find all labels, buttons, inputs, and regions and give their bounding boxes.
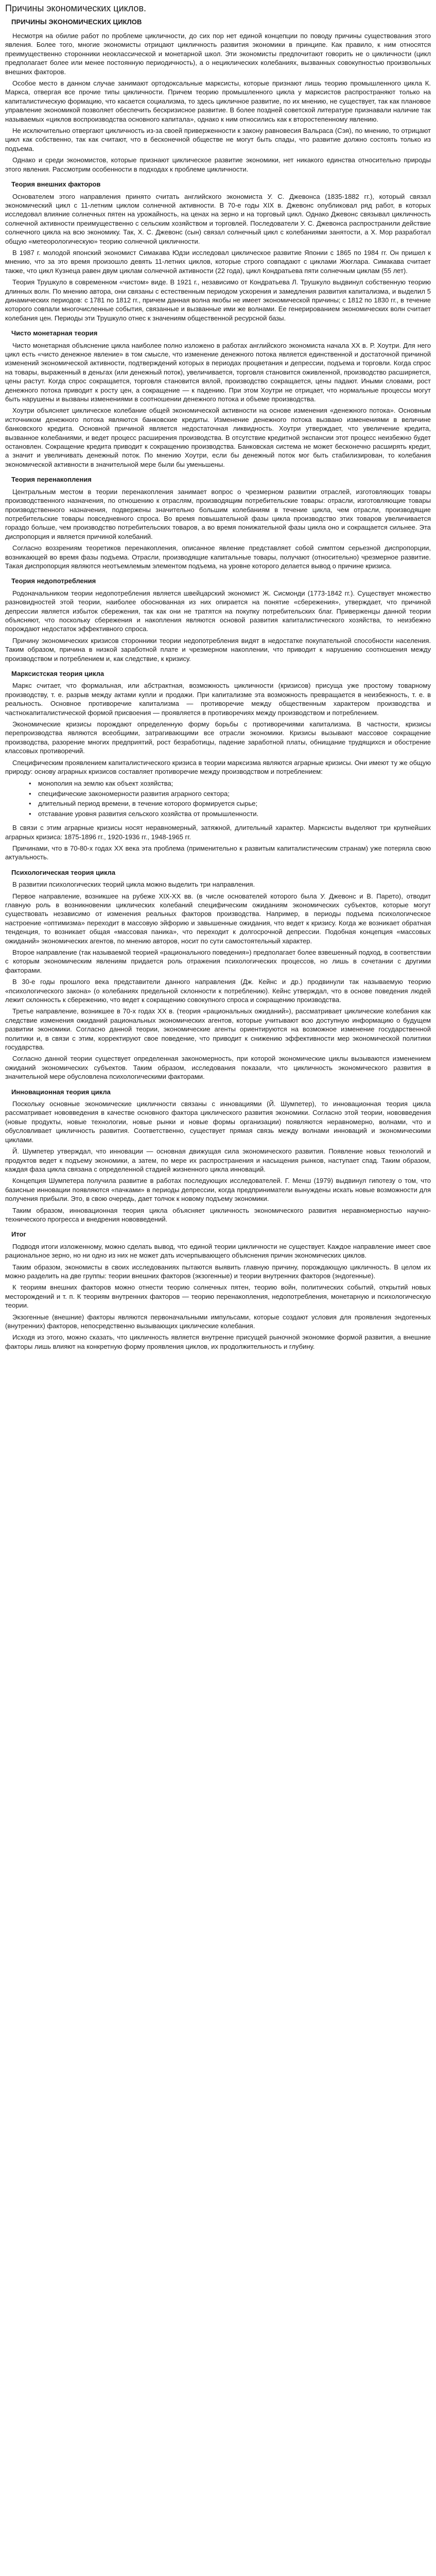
section-marxist-theory (5, 669, 431, 862)
list-item: • монополия на землю как объект хозяйства; (38, 779, 431, 788)
paragraph: Особое место в данном случае занимают ортодоксальные марксисты, которые признают лишь теорию промышленного цикла К. Маркса, отвергая все прочие типы цикличности. Причем теорию промышленного цикла у марксистов распространяют только на капиталистическую формацию, что касается социализма, то здесь цикличное развитие, по их мнению, не существует, так как плановое управление экономикой позволяет обеспечить бескризисное развитие. В более поздней советской литературе признавали наличие так называемых «циклов воспроизводства основного капитала», однако к ним относились как к второстепенному явлению. (5, 79, 431, 123)
paragraph: Не исключительно отвергают цикличность из-за своей приверженности к закону равновесия Вальраса (Сэя), по мнению, то отрицают цикл как собственно, так как считают, что в бесконечной обществе не могут быть спады, что развитие должно состоять только из подъема. (5, 127, 431, 152)
section-heading: Теория внешних факторов (11, 180, 101, 189)
section-external-factors (5, 180, 431, 323)
article-subtitle: ПРИЧИНЫ ЭКОНОМИЧЕСКИХ ЦИКЛОВ (11, 18, 142, 26)
paragraph: Теория Трушкуло в современном «чистом» виде. В 1921 г., независимо от Кондратьева Л. Трушкуло выдвинул собственную теорию длинных волн. По мнению автора, они связаны с естественным периодом ускорения и замедления развития капитализма, и выделил 5 динамических периодов: с 1781 по 1812 гг., причем данная волна якобы не имеет экономической причины; с 1812 по 1830 гг., в течение которого совпали многочисленные события, связанные и вызванные ими же волнами. Ее генерированием экономических волн считает колебания цен. Периоды эти Трушкуло отнес к значениям общественной ресурсной базы. (5, 278, 431, 322)
paragraph: Концепция Шумпетера получила развитие в работах последующих исследователей. Г. Менш (1979) выдвинул гипотезу о том, что базисные инновации появляются «пачками» в периоды депрессии, когда предприниматели вынуждены искать новые возможности для получения прибыли. Это, в свою очередь, дает толчок к новому подъему экономики. (5, 1177, 431, 1203)
list-item: • специфические закономерности развития аграрного сектора; (38, 789, 431, 798)
bullet-list (38, 779, 431, 818)
section-heading: Теория недопотребления (11, 577, 96, 585)
paragraph: Чисто монетарная объяснение цикла наиболее полно изложено в работах английского экономиста начала XX в. Р. Хоутри. Для него цикл есть «чисто денежное явление» в том смысле, что изменение денежного потока является единственной и достаточной причиной изменений экономической активности, подтверждений которых в периодах процветания и депрессии, подъема и торговли. Когда спрос на товары, выраженный в деньгах (или денежный поток), увеличивается, торговля становится оживленной, производство расширяется, цены растут. Когда спрос сокращается, торговля становится вялой, производство сокращается, цены падают. Иными словами, рост денежного потока приводит к росту цен, а сокращение — к падению. При этом Хоутри не отрицает, что нормальные процессы могут быть нарушены и вызваны изменениями в соотношении денежного потока и объеме производства. (5, 341, 431, 403)
paragraph: Основателем этого направления принято считать английского экономиста У. С. Джевонса (1835-1882 гг.), который связал экономический цикл с 11-летним циклом солнечной активности. В 70-е годы XIX в. Джевонс опубликовал ряд работ, в которых исследовал влияние солнечных пятен на урожайность, на ценах на зерно и на торговый цикл. Однако Джевонс связывал цикличность солнечной активности преимущественно с сельским хозяйством и торговлей. Последователи У. С. Джевонса распространили действие солнечного цикла на всю экономику. Так, Х. С. Джевонс (сын) связал солнечный цикл с колебаниями занятости, а Х. Мор разработал общую «метеорологическую» теорию солнечной цикличности. (5, 192, 431, 245)
paragraph: Причину экономических кризисов сторонники теории недопотребления видят в недостатке покупательной способности населения. Таким образом, причина в низкой заработной плате и чрезмерном накоплении, что приводит к нарушению соотношения между производством и потреблением и, как следствие, к кризису. (5, 636, 431, 663)
paragraph: Подводя итоги изложенному, можно сделать вывод, что единой теории цикличности не существует. Каждое направление имеет свое рациональное зерно, но ни одно из них не может дать исчерпывающего объяснения причин экономических циклов. (5, 1242, 431, 1260)
paragraph: Таким образом, инновационная теория цикла объясняет цикличность экономического развития неравномерностью научно-технического прогресса и внедрения нововведений. (5, 1206, 431, 1223)
section-heading: Марксистская теория цикла (11, 670, 104, 677)
paragraph: Поскольку основные экономические цикличности связаны с инновациями (Й. Шумпетер), то инновационная теория цикла рассматривает нововведения в качестве основного фактора циклического развития экономики. Согласно этой теории, нововведения (новые продукты, новые технологии, новые рынки и новые формы организации) появляются неравномерно, волнами, что и обусловливает цикличность развития. Соответственно, существует прямая связь между волнами инноваций и экономическими циклами. (5, 1100, 431, 1144)
paragraph: Центральным местом в теории перенакопления занимает вопрос о чрезмерном развитии отраслей, изготовляющих товары производственного назначения, по отношению к отраслям, производящим потребительские товары: отрасли, изготовляющие товары производственного назначения, подвержены значительно большим колебаниям в течение цикла, чем отрасли, производящие потребительские товары повседневного спроса. Во время повышательной фазы цикла производство этих товаров увеличивается гораздо больше, чем производство потребительских товаров, а во время понижательной фазы цикла оно и сокращается сильнее. Эта диспропорция и является причиной колебаний. (5, 487, 431, 540)
section-heading: Итог (11, 1230, 26, 1239)
section-monetary-theory (5, 329, 431, 469)
page-title: Причины экономических циклов. (5, 3, 147, 13)
paragraph: Несмотря на обилие работ по проблеме цикличности, до сих пор нет единой концепции по поводу причины существования этого явления. Более того, многие экономисты отрицают цикличность развития экономики в принципе. Как правило, к ним относятся преимущественно сторонники неоклассической и монетарной школ. Эти экономисты предпочитают говорить не о цикличности (цикл предполагает более или менее постоянную периодичность), а о нециклических колебаниях, вызванных совокупностью произвольных внешних факторов. (5, 32, 431, 76)
section-heading: Психологическая теория цикла (11, 868, 116, 876)
paragraph: Хоутри объясняет циклическое колебание общей экономической активности на основе изменения «денежного потока». Основным источником денежного потока являются банковские кредиты. Изменение денежного потока вызвано изменениями в величине банковского кредита. Основной причиной является недостаточная ликвидность. Хоутри утверждает, что увеличение кредита, вызванное колебаниями, и ведет процесс расширения производства. В отсутствие кредитной экспансии этот процесс неизбежно будет остановлен. Сокращение кредита приводит к сокращению производства. Банковская система не может бесконечно расширять кредит, а значит и увеличивать денежный поток. По мнению Хоутри, если бы денежный поток мог быть стабилизирован, то колебания экономической активности в значительной мере были бы уменьшены. (5, 406, 431, 468)
section-heading: Теория перенакопления (11, 476, 92, 484)
paragraph: К теориям внешних факторов можно отнести теорию солнечных пятен, теорию войн, политических событий, открытий новых месторождений и т. п. К теориям внутренних факторов — теорию перенакопления, недопотребления, монетарную и психологическую теории. (5, 1283, 431, 1310)
intro (5, 31, 431, 174)
paragraph: Второе направление (так называемой теорией «рационального поведения») предполагает более взвешенный подход, в соответствии с которым экономическим явлениям придается роль отражения психологических процессов, но лишь в сочетании с другими факторами. (5, 948, 431, 974)
paragraph: Причинами, что в 70-80-х годах XX века эта проблема (применительно к развитым капиталистическим странам) уже потеряла свою актуальность. (5, 844, 431, 861)
paragraph: Специфическим проявлением капиталистического кризиса в теории марксизма являются аграрные кризисы. Они имеют ту же общую природу: основу аграрных кризисов составляет противоречие между производством и потреблением: (5, 758, 431, 776)
section-heading: Инновационная теория цикла (11, 1088, 111, 1096)
paragraph: В 30-е годы прошлого века представители данного направления (Дж. Кейнс и др.) продвинули так называемую теорию «психологического закона» (о колебаниях предельной склонности к потреблению). Кейнс утверждал, что в основе поведения людей лежит склонность к сбережению, что ведет к сокращению совокупного спроса и сокращению производства. (5, 978, 431, 1004)
list-item: • отставание уровня развития сельского хозяйства от промышленности. (38, 809, 431, 818)
paragraph: В развитии психологических теорий цикла можно выделить три направления. (12, 880, 255, 889)
paragraph: В связи с этим аграрные кризисы носят неравномерный, затяжной, длительный характер. Марксисты выделяют три крупнейших аграрных кризиса: 1875-1896 гг., 1920-1936 гг., 1948-1965 гг. (5, 824, 431, 841)
section-overaccumulation (5, 475, 431, 570)
paragraph: Третье направление, возникшее в 70-х годах XX в. (теория «рациональных ожиданий»), рассматривает циклические колебания как следствие изменения ожиданий рациональных экономических агентов, которые учитывают всю доступную информацию о будущем развитии экономики. Согласно данной теории, экономические агенты ориентируются на возможное изменение государственной политики и, в связи с этим, корректируют свое поведение, что приводит к снижению эффективности мер экономической политики государства. (5, 1007, 431, 1052)
section-innovation-theory (5, 1088, 431, 1224)
paragraph: Согласно воззрениям теоретиков перенакопления, описанное явление представляет собой симптом серьезной диспропорции, возникающей во время фазы подъема. Отрасли, производящие капитальные товары, получают (относительно) чрезмерное развитие. Такая диспропорция являются неотъемлемым элементом подъема, на уровне которого делается вывод о причине кризиса. (5, 544, 431, 570)
paragraph: Экзогенные (внешние) факторы являются первоначальными импульсами, которые создают условия для проявления эндогенных (внутренних) факторов, непосредственно вызывающих циклические колебания. (5, 1313, 431, 1330)
paragraph: Однако и среди экономистов, которые признают циклическое развитие экономики, нет никакого единства относительно природы этого явления. Рассмотрим особенности в подходах к проблеме цикличности. (5, 156, 431, 173)
paragraph: В 1987 г. молодой японский экономист Симакава Юдзи исследовал циклическое развитие Японии с 1865 по 1984 гг. Он пришел к мнению, что за это время произошло девять 11-летних циклов, которые строго совпадают с циклами Жюглара. Симакава считает также, что цикл Кузнеца равен двум циклам солнечной активности (22 года), цикл Кондратьева пяти солнечным циклам (55 лет). (5, 248, 431, 275)
paragraph: Экономические кризисы порождают определенную форму борьбы с противоречиями капитализма. В частности, кризисы перепроизводства являются всеобщими, затрагивающими все отрасли экономики. Кризисы вызывают массовое сокращение производства, разорение многих предприятий, рост безработицы, падение заработной платы, обнищание трудящихся и обострение классовых противоречий. (5, 720, 431, 755)
paragraph: Родоначальником теории недопотребления является швейцарский экономист Ж. Сисмонди (1773-1842 гг.). Существует множество разновидностей этой теории, наиболее обоснованная из них опирается на понятие «сбережения», утверждает, что причиной депрессии является избыток сбережения, так как они не тратятся на покупку потребительских благ. Приверженцы данной теории объясняют, что поскольку сбережения и накопления являются основой развития капиталистического хозяйства, то неизбежно порождают недостаток эффективного спроса. (5, 589, 431, 633)
section-underconsumption (5, 577, 431, 663)
paragraph: Первое направление, возникшее на рубеже XIX-XX вв. (в числе основателей которого была У. Джевонс и В. Парето), отводит главную роль в возникновении циклических колебаний специфическим ожиданиям экономических субъектов, которые могут существовать независимо от изменения реальных факторов производства. Например, в периоды подъема психологическое настроение «оптимизма» переходит в массовую эйфорию и завышенные ожидания, что ведет к кризису. Когда же возникает обратная тенденция, то возникает общая «массовая паника», что переходит к долгосрочной депрессии. Подобная концепция «массовых ожиданий» экономических агентов, по мнению авторов, носит по сути самостоятельный характер. (5, 892, 431, 945)
list-item: • длительный период времени, в течение которого формируется сырье; (38, 799, 431, 808)
section-conclusion (5, 1230, 431, 1351)
paragraph: Маркс считает, что формальная, или абстрактная, возможность цикличности (кризисов) присуща уже простому товарному производству, т. е. разрыв между актами купли и продажи. При капитализме эта возможность превращается в неизбежность, т. е. в реальность. Основное противоречие капитализма — противоречие между общественным характером производства и частнокапиталистической формой присвоения — проявляется в противоречиях между производством и потреблением. (5, 682, 431, 717)
paragraph: Исходя из этого, можно сказать, что цикличность является внутренне присущей рыночной экономике формой развития, а внешние факторы лишь влияют на конкретную форму проявления циклов, их продолжительность и глубину. (5, 1333, 431, 1350)
section-psychological-theory (5, 868, 431, 1081)
section-heading: Чисто монетарная теория (11, 329, 98, 337)
paragraph: Й. Шумпетер утверждал, что инновации — основная движущая сила экономического развития. Появление новых технологий и продуктов ведет к подъему экономики, а затем, по мере их распространения и насыщения рынков, наступает спад. Таким образом, каждая фаза цикла связана с определенной стадией жизненного цикла инноваций. (5, 1147, 431, 1173)
paragraph: Таким образом, экономисты в своих исследованиях пытаются выявить главную причину, порождающую цикличность. В целом их можно разделить на две группы: теории внешних факторов (экзогенные) и теории внутренних факторов (эндогенные). (5, 1263, 431, 1280)
paragraph: Согласно данной теории существует определенная закономерность, при которой экономические циклы вызываются изменением ожиданий экономических субъектов. Таким образом, исследования показали, что цикличность экономического развития в значительной мере обусловлена психологическими факторами. (5, 1055, 431, 1081)
